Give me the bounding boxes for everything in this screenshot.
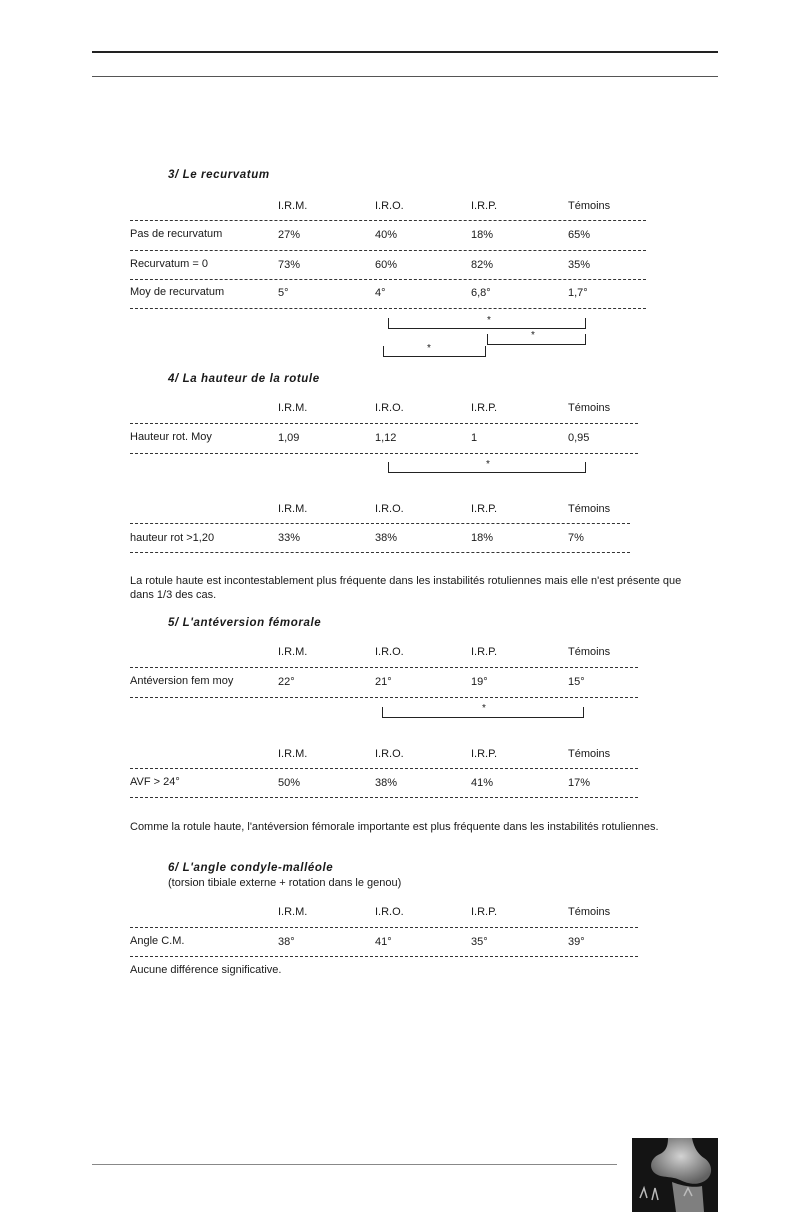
col-header-irm: I.R.M. — [278, 200, 308, 212]
cell-irp: 19° — [471, 676, 488, 688]
significance-bracket — [383, 343, 486, 357]
significance-star: * — [482, 703, 486, 714]
cell-irp: 18% — [471, 229, 494, 241]
table-divider — [130, 768, 638, 769]
row-label: Hauteur rot. Moy — [130, 431, 212, 443]
col-header-temoins: Témoins — [568, 646, 611, 658]
table-divider — [130, 279, 646, 280]
footer-rule — [92, 1164, 617, 1165]
cell-irp: 6,8° — [471, 287, 491, 299]
cell-irm: 5° — [278, 287, 289, 299]
cell-irp: 18% — [471, 532, 494, 544]
cell-irm: 73% — [278, 259, 301, 271]
cell-temoins: 0,95 — [568, 432, 590, 444]
col-header-irp: I.R.P. — [471, 200, 498, 212]
row-label: Recurvatum = 0 — [130, 258, 208, 270]
knee-xray-logo — [632, 1138, 718, 1212]
cell-temoins: 39° — [568, 936, 585, 948]
col-header-iro: I.R.O. — [375, 503, 404, 515]
col-header-irm: I.R.M. — [278, 906, 308, 918]
significance-star: * — [531, 330, 535, 341]
row-label: Angle C.M. — [130, 935, 185, 947]
row-label: Antéversion fem moy — [130, 675, 234, 687]
table-divider — [130, 697, 638, 698]
table-divider — [130, 667, 638, 668]
cell-iro: 38% — [375, 777, 398, 789]
table-divider — [130, 523, 630, 524]
cell-iro: 4° — [375, 287, 386, 299]
note-angle: Aucune différence significative. — [130, 964, 282, 976]
col-header-iro: I.R.O. — [375, 200, 404, 212]
table-divider — [130, 423, 638, 424]
table-divider — [130, 308, 646, 309]
col-header-iro: I.R.O. — [375, 646, 404, 658]
significance-bracket — [487, 334, 586, 345]
col-header-irm: I.R.M. — [278, 503, 308, 515]
header-rule-bottom — [92, 76, 718, 77]
col-header-iro: I.R.O. — [375, 906, 404, 918]
cell-irm: 27% — [278, 229, 301, 241]
cell-irm: 22° — [278, 676, 295, 688]
col-header-iro: I.R.O. — [375, 748, 404, 760]
section-subtitle-angle: (torsion tibiale externe + rotation dans le genou) — [168, 877, 402, 889]
cell-irp: 1 — [471, 432, 478, 444]
significance-star: * — [487, 315, 491, 326]
col-header-irp: I.R.P. — [471, 503, 498, 515]
table-divider — [130, 956, 638, 957]
paragraph-anteversion: Comme la rotule haute, l'antéversion fémorale importante est plus fréquente dans les instabilités rotuliennes. — [130, 821, 659, 833]
col-header-temoins: Témoins — [568, 906, 611, 918]
row-label: hauteur rot >1,20 — [130, 532, 215, 544]
col-header-temoins: Témoins — [568, 200, 611, 212]
cell-temoins: 35% — [568, 259, 591, 271]
cell-iro: 41° — [375, 936, 392, 948]
cell-irm: 1,09 — [278, 432, 300, 444]
col-header-irp: I.R.P. — [471, 748, 498, 760]
section-title-anteversion: 5/ L'antéversion fémorale — [168, 617, 322, 629]
cell-iro: 40% — [375, 229, 398, 241]
header-rule-top — [92, 51, 718, 53]
row-label: Pas de recurvatum — [130, 228, 223, 240]
section-title-angle: 6/ L'angle condyle-malléole — [168, 862, 334, 874]
col-header-irm: I.R.M. — [278, 402, 308, 414]
section-title-recurvatum: 3/ Le recurvatum — [168, 169, 270, 181]
col-header-temoins: Témoins — [568, 402, 611, 414]
cell-irm: 33% — [278, 532, 301, 544]
col-header-temoins: Témoins — [568, 748, 611, 760]
table-divider — [130, 250, 646, 251]
table-divider — [130, 927, 638, 928]
table-divider — [130, 453, 638, 454]
cell-iro: 21° — [375, 676, 392, 688]
cell-temoins: 65% — [568, 229, 591, 241]
table-divider — [130, 797, 638, 798]
cell-temoins: 15° — [568, 676, 585, 688]
cell-irp: 82% — [471, 259, 494, 271]
col-header-irm: I.R.M. — [278, 748, 308, 760]
col-header-irm: I.R.M. — [278, 646, 308, 658]
col-header-irp: I.R.P. — [471, 646, 498, 658]
cell-temoins: 17% — [568, 777, 591, 789]
table-divider — [130, 552, 630, 553]
cell-temoins: 7% — [568, 532, 584, 544]
col-header-irp: I.R.P. — [471, 906, 498, 918]
cell-irp: 41% — [471, 777, 494, 789]
table-divider — [130, 220, 646, 221]
cell-iro: 1,12 — [375, 432, 397, 444]
cell-iro: 38% — [375, 532, 398, 544]
cell-irm: 38° — [278, 936, 295, 948]
paragraph-hauteur: La rotule haute est incontestablement plus fréquente dans les instabilités rotuliennes mais elle n'est présente que dans 1/3 des cas. — [130, 575, 682, 601]
cell-iro: 60% — [375, 259, 398, 271]
col-header-temoins: Témoins — [568, 503, 611, 515]
cell-irp: 35° — [471, 936, 488, 948]
knee-bone-icon — [632, 1138, 718, 1212]
section-title-hauteur: 4/ La hauteur de la rotule — [168, 373, 320, 385]
row-label: AVF > 24° — [130, 776, 180, 788]
cell-temoins: 1,7° — [568, 287, 588, 299]
cell-irm: 50% — [278, 777, 301, 789]
col-header-iro: I.R.O. — [375, 402, 404, 414]
row-label: Moy de recurvatum — [130, 286, 225, 298]
significance-star: * — [486, 459, 490, 470]
significance-star: * — [427, 343, 431, 354]
col-header-irp: I.R.P. — [471, 402, 498, 414]
